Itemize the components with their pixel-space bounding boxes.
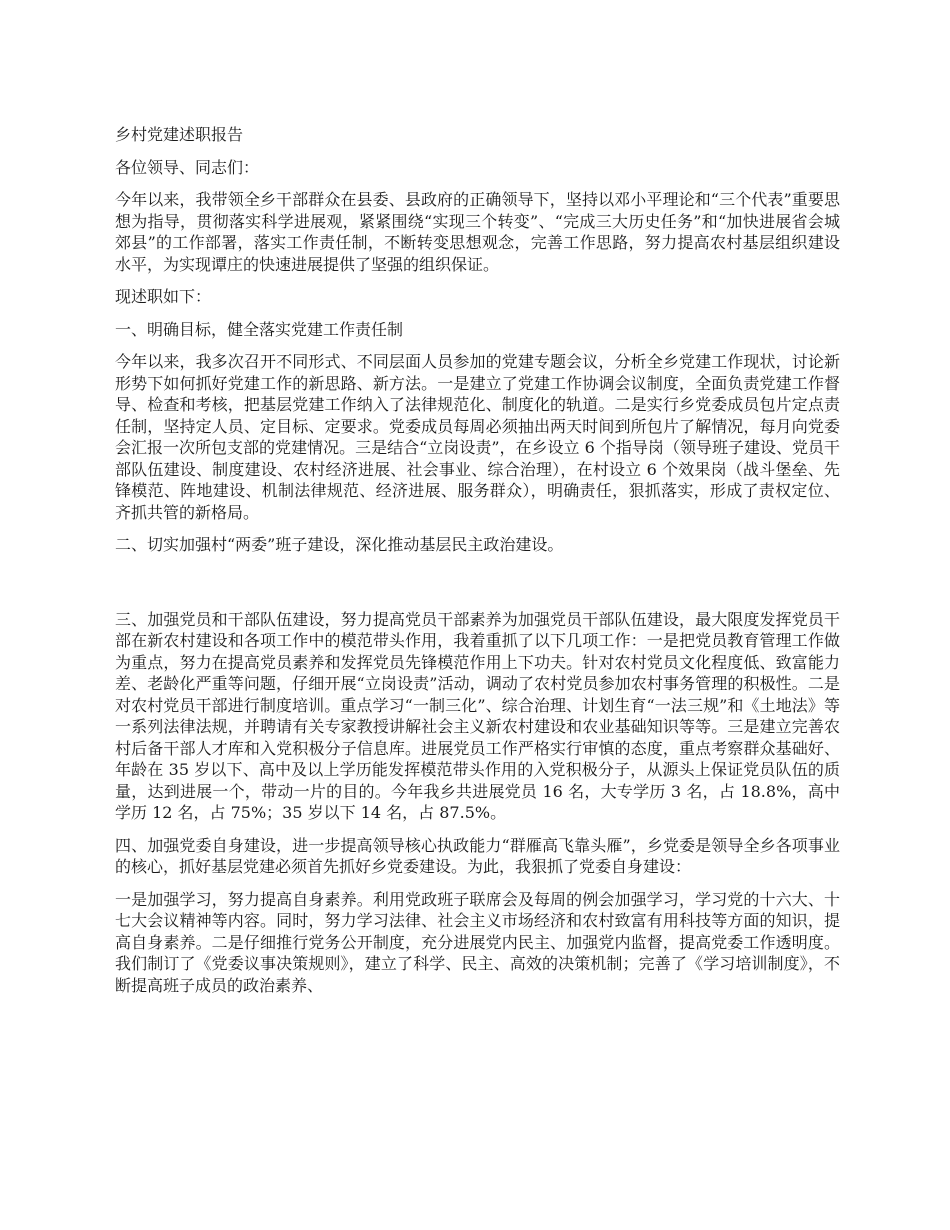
document-title: 乡村党建述职报告 [115, 125, 244, 144]
section-3-body: 三、加强党员和干部队伍建设，努力提高党员干部素养为加强党员干部队伍建设，最大限度发挥党员干部在新农村建设和各项工作中的模范带头作用，我着重抓了以下几项工作：一是把党员教育管理工作做为重点，努力在提高党员素养和发挥党员先锋模范作用上下功夫。针对农村党员文化程度低、致富能力差、老龄化严重等问题，仔细开展“立岗设责”活动，调动了农村党员参加农村事务管理的积极性。二是对农村党员干部进行制度培训。重点学习“一制三化”、综合治理、计划生育“一法三规”和《土地法》等一系列法律法规，并聘请有关专家教授讲解社会主义新农村建设和农业基础知识等等。三是建立完善农村后备干部人才库和入党积极分子信息库。进展党员工作严格实行审慎的态度，重点考察群众基础好、年龄在 35 岁以下、高中及以上学历能发挥模范带头作用的入党积极分子，从源头上保证党员队伍的质量，达到进展一个，带动一片的目的。今年我乡共进展党员 16 名，大专学历 3 名，占 18.8%，高中学历 12 名，占 75%；35 岁以下 14 名，占 87.5%。 [115, 609, 840, 822]
blank-spacer [115, 567, 840, 609]
document-page [115, 124, 840, 1007]
salutation: 各位领导、同志们： [115, 157, 260, 177]
section-1-body: 今年以来，我多次召开不同形式、不同层面人员参加的党建专题会议，分析全乡党建工作现状，讨论新形势下如何抓好党建工作的新思路、新方法。一是建立了党建工作协调会议制度，全面负责党建工作督导、检查和考核，把基层党建工作纳入了法律规范化、制度化的轨道。二是实行乡党委成员包片定点责任制，坚持定人员、定目标、定要求。党委成员每周必须抽出两天时间到所包片了解情况，每月向党委会汇报一次所包支部的党建情况。三是结合“立岗设责”，在乡设立 6 个指导岗（领导班子建设、党员干部队伍建设、制度建设、农村经济进展、社会事业、综合治理），在村设立 6 个效果岗（战斗堡垒、先锋模范、阵地建设、机制法律规范、经济进展、服务群众），明确责任，狠抓落实，形成了责权定位、齐抓共管的新格局。 [115, 352, 840, 522]
section-2-heading: 二、切实加强村“两委”班子建设，深化推动基层民主政治建设。 [115, 535, 564, 554]
section-4-detail: 一是加强学习，努力提高自身素养。利用党政班子联席会及每周的例会加强学习，学习党的十六大、十七大会议精神等内容。同时，努力学习法律、社会主义市场经济和农村致富有用科技等方面的知识，提高自身素养。二是仔细推行党务公开制度，充分进展党内民主、加强党内监督，提高党委工作透明度。我们制订了《党委议事决策规则》，建立了科学、民主、高效的决策机制；完善了《学习培训制度》，不断提高班子成员的政治素养、 [115, 889, 840, 995]
intro-paragraph: 今年以来，我带领全乡干部群众在县委、县政府的正确领导下，坚持以邓小平理论和“三个代表”重要思想为指导，贯彻落实科学进展观，紧紧围绕“实现三个转变”、“完成三大历史任务”和“加快进展省会城郊县”的工作部署，落实工作责任制，不断转变思想观念，完善工作思路，努力提高农村基层组织建设水平，为实现谭庄的快速进展提供了坚强的组织保证。 [115, 190, 840, 274]
report-lead: 现述职如下： [115, 287, 212, 306]
section-4-body: 四、加强党委自身建设，进一步提高领导核心执政能力“群雁高飞靠头雁”，乡党委是领导全乡各项事业的核心，抓好基层党建必须首先抓好乡党委建设。为此，我狠抓了党委自身建设： [115, 835, 840, 876]
section-1-heading: 一、明确目标，健全落实党建工作责任制 [115, 319, 404, 339]
